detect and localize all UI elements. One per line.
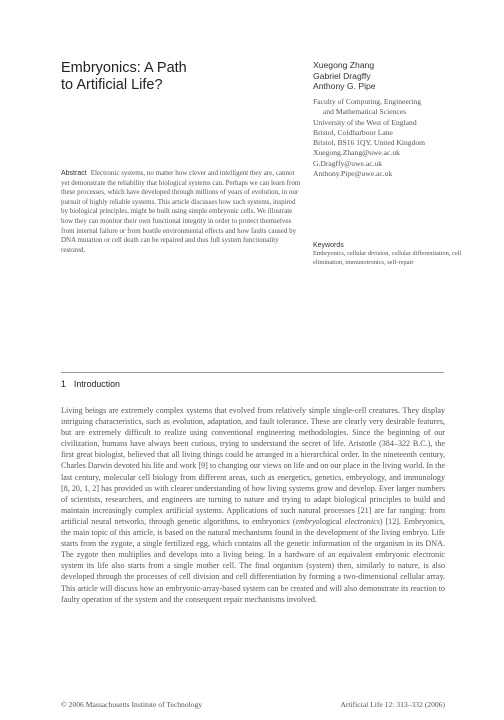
author-name: Anthony G. Pipe bbox=[313, 81, 376, 91]
article-title: Embryonics: A Path to Artificial Life? bbox=[61, 60, 187, 93]
section-divider bbox=[61, 372, 444, 373]
abstract-block bbox=[61, 169, 301, 255]
author-name: Xuegong Zhang bbox=[313, 60, 375, 70]
author-email[interactable]: G.Dragffy@uwe.ac.uk bbox=[313, 158, 383, 168]
city-address: Bristol, BS16 1QY, United Kingdom bbox=[313, 138, 426, 148]
keywords-text: Embryonics, cellular division, cellular differentiation, cell elimination, immunotronics, self-repair bbox=[313, 250, 462, 266]
street-address: Bristol, Coldharbour Lane bbox=[313, 127, 393, 137]
section-heading bbox=[61, 379, 120, 389]
author-email[interactable]: Xuegong.Zhang@uwe.ac.uk bbox=[313, 148, 400, 158]
body-emphasis: electronics bbox=[344, 516, 380, 526]
body-text: Living beings are extremely complex systems that evolved from relatively simple single-cell creatures. They display intriguing characteristics, such as evolution, adaptation, and fault tolerance. These are clearly very desirable features, but are extremely difficult to realize using conventional engineering methodologies. Since the beginning of our civilization, humans have always been curious, trying to understand the secret of life. Aristotle (384–322 B.C.), the first great biologist, believed that all living things could be arranged in a hierarchical order. In the nineteenth century, Charles Darwin devoted his life and work [9] to changing our views on life and on our place in the living world. In the last century, molecular cell biology from different areas, such as energetics, genetics, embryology, and immunology [8, 20, 1, 2] has provided us with clearer understanding of how living systems grow and develop. Ever larger numbers of scientists, researchers, and engineers are turning to nature and trying to adapt biological principles to build and maintain increasingly complex artificial systems. Applications of such natural processes [21] are far ranging: from artificial neural networks, through genetic algorithms, to embryonics ( bbox=[61, 406, 445, 526]
faculty-line: Faculty of Computing, Engineering bbox=[313, 97, 421, 106]
abstract-text: Electronic systems, no matter how clever and intelligent they are, cannot yet demonstrate the reliability that biological systems can. Perhaps we can learn from these processes, which have developed through millions of years of evolution, in our pursuit of highly reliable systems. This article discusses how such systems, inspired by biological principles, might be built using simple embryonic cells. We illustrate how they can monitor their own functional integrity in order to protect themselves from internal failure or from hostile environmental effects and how faults caused by DNA mutation or cell death can be repaired and thus full system functionality restored. bbox=[61, 169, 301, 254]
abstract-label: Abstract bbox=[61, 170, 87, 177]
section-number: 1 bbox=[61, 379, 66, 389]
copyright-notice: © 2006 Massachusetts Institute of Technology bbox=[61, 700, 203, 709]
keywords-block bbox=[313, 242, 493, 267]
author-name: Gabriel Dragffy bbox=[313, 70, 371, 81]
university-name: University of the West of England bbox=[313, 117, 417, 127]
keywords-label: Keywords bbox=[313, 242, 344, 249]
affiliation-block bbox=[313, 97, 493, 179]
faculty-line: and Mathematical Sciences bbox=[323, 107, 407, 117]
body-paragraph bbox=[61, 405, 445, 605]
author-list bbox=[313, 60, 493, 92]
body-emphasis: embryo bbox=[295, 516, 320, 526]
section-title: Introduction bbox=[73, 379, 120, 389]
body-text: ) [12]. Embryonics, the main topic of this article, is based on the natural mechanisms found in the development of the living embryo. Life starts from the zygote, a single fertilized egg, which contains all the genetic information of the organism in its DNA. The zygote then multiplies and develops into a living being. In a hardware of an equivalent embryonic electronic system its life also starts from a single mother cell. The final organism (system) then, similarly to nature, is also developed through the processes of cell division and cell differentiation by forming a two-dimensional cellular array. This article will discuss how an embryonic-array-based system can be created and will also demonstrate its reaction to faulty operation of the system and the consequent repair mechanisms involved. bbox=[61, 516, 445, 604]
body-text: logical bbox=[319, 516, 345, 526]
author-email[interactable]: Anthony.Pipe@uwe.ac.uk bbox=[313, 169, 393, 179]
journal-citation: Artificial Life 12: 313–332 (2006) bbox=[340, 700, 445, 709]
